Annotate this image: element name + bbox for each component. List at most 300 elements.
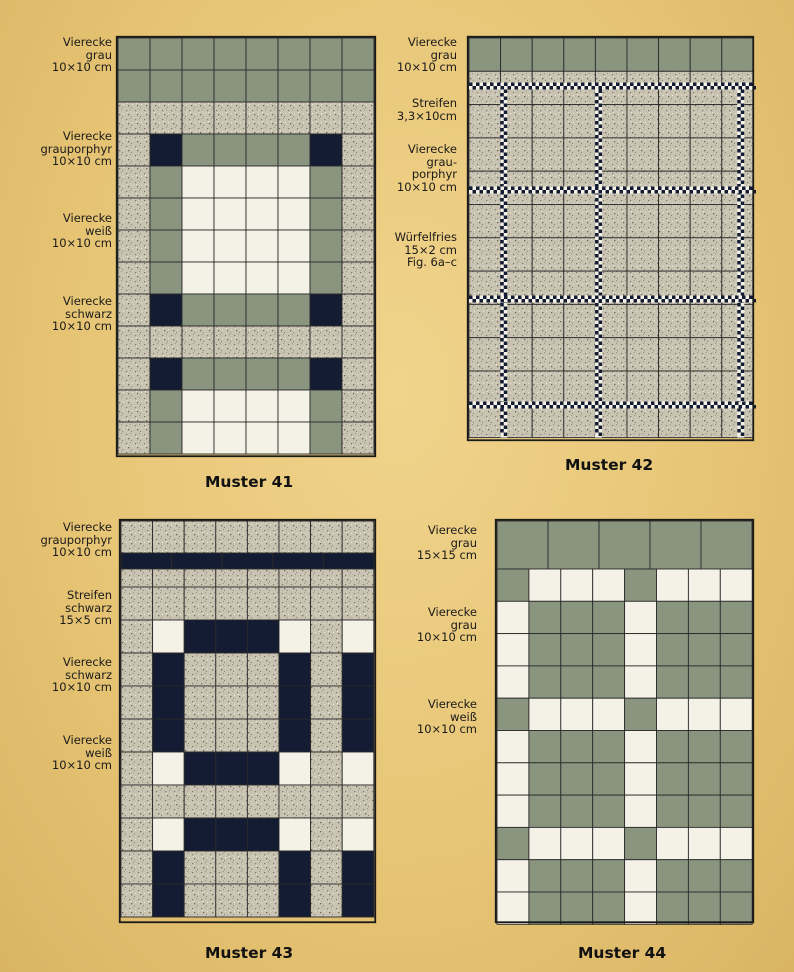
fries-dot — [728, 83, 732, 87]
tile — [532, 105, 564, 138]
fries-dot — [648, 405, 652, 409]
fries-dot — [741, 216, 745, 220]
fries-dot — [595, 170, 599, 174]
fries-dot — [567, 83, 571, 87]
fries-dot — [693, 83, 697, 87]
tile — [247, 884, 279, 917]
fries-dot — [658, 296, 662, 300]
fries-dot — [592, 86, 596, 90]
fries-dot — [574, 296, 578, 300]
fries-dot — [651, 402, 655, 406]
fries-dot — [522, 405, 526, 409]
tile — [561, 666, 593, 698]
fries-dot — [683, 299, 687, 303]
fries-dot — [669, 405, 673, 409]
fries-dot — [741, 328, 745, 332]
streifen-schwarz — [172, 553, 223, 569]
fries-dot — [741, 90, 745, 94]
fries-dot — [595, 303, 599, 307]
tile — [311, 851, 343, 884]
tile — [311, 818, 343, 851]
fries-dot — [630, 83, 634, 87]
fries-dot — [711, 299, 715, 303]
fries-dot — [500, 135, 504, 139]
fries-dot — [741, 342, 745, 346]
fries-dot — [504, 279, 508, 283]
tile — [246, 230, 278, 262]
tile — [153, 752, 185, 785]
fries-dot — [504, 412, 508, 416]
fries-dot — [627, 190, 631, 194]
tile — [118, 166, 150, 198]
fries-dot — [711, 405, 715, 409]
fries-dot — [490, 402, 494, 406]
fries-dot — [648, 86, 652, 90]
tile — [497, 569, 529, 601]
label-line: 15×5 cm — [59, 613, 112, 627]
fries-dot — [690, 86, 694, 90]
fries-dot — [581, 83, 585, 87]
fries-dot — [749, 83, 753, 87]
fries-dot — [737, 107, 741, 111]
fries-dot — [679, 187, 683, 191]
fries-dot — [655, 190, 659, 194]
tile — [247, 851, 279, 884]
fries-dot — [741, 174, 745, 178]
fries-dot — [490, 187, 494, 191]
fries-dot — [641, 86, 645, 90]
tile — [150, 38, 182, 70]
fries-dot — [504, 296, 508, 300]
fries-dot — [592, 190, 596, 194]
fries-dot — [741, 104, 745, 108]
fries-dot — [500, 142, 504, 146]
tile — [529, 698, 561, 730]
label-line: Vierecke — [62, 733, 112, 747]
fries-dot — [737, 352, 741, 356]
tile — [216, 620, 248, 653]
fries-dot — [630, 296, 634, 300]
label-line: grau — [450, 535, 477, 550]
fries-dot — [599, 209, 603, 213]
fries-dot — [504, 83, 508, 87]
fries-dot — [741, 132, 745, 136]
fries-dot — [595, 338, 599, 342]
fries-dot — [500, 310, 504, 314]
fries-dot — [599, 349, 603, 353]
fries-dot — [546, 402, 550, 406]
tile — [564, 138, 596, 171]
fries-dot — [500, 212, 504, 216]
tile — [720, 860, 752, 892]
fries-dot — [504, 97, 508, 101]
fries-dot — [536, 190, 540, 194]
fries-dot — [487, 190, 491, 194]
label-line: 10×10 cm — [396, 179, 457, 194]
fries-dot — [697, 299, 701, 303]
tile — [150, 134, 182, 166]
fries-dot — [588, 83, 592, 87]
tile — [310, 326, 342, 358]
fries-dot — [737, 408, 741, 412]
tile — [659, 304, 691, 337]
tile-15 — [701, 521, 752, 569]
tile — [497, 731, 529, 763]
fries-dot — [504, 146, 508, 150]
fries-dot — [564, 299, 568, 303]
fries-dot — [599, 391, 603, 395]
tile — [184, 818, 216, 851]
tile — [564, 38, 596, 71]
tile — [561, 634, 593, 666]
fries-dot — [585, 299, 589, 303]
tile — [469, 38, 501, 71]
tile — [657, 827, 689, 859]
tile — [153, 851, 185, 884]
fries-dot — [737, 135, 741, 139]
fries-dot — [595, 240, 599, 244]
tile — [150, 390, 182, 422]
fries-dot — [595, 198, 599, 202]
fries-dot — [662, 86, 666, 90]
fries-dot — [500, 317, 504, 321]
fries-dot — [606, 190, 610, 194]
fries-dot — [599, 412, 603, 416]
tile — [216, 719, 248, 752]
fries-dot — [595, 282, 599, 286]
tile — [153, 521, 185, 554]
fries-dot — [560, 296, 564, 300]
fries-dot — [536, 86, 540, 90]
fries-dot — [599, 118, 603, 122]
fries-dot — [735, 83, 739, 87]
fries-dot — [504, 398, 508, 402]
fries-dot — [504, 335, 508, 339]
fries-dot — [599, 174, 603, 178]
tile — [278, 166, 310, 198]
fries-dot — [609, 402, 613, 406]
fries-dot — [546, 83, 550, 87]
fries-dot — [557, 190, 561, 194]
fries-dot — [511, 83, 515, 87]
tile — [625, 698, 657, 730]
fries-dot — [476, 402, 480, 406]
tile — [627, 404, 659, 437]
tile — [184, 785, 216, 818]
fries-dot — [504, 286, 508, 290]
fries-dot — [504, 223, 508, 227]
muster42-label-wuerfelfries — [395, 231, 457, 269]
tile — [247, 521, 279, 554]
fries-dot — [504, 402, 508, 406]
fries-dot — [741, 251, 745, 255]
tile-15 — [599, 521, 650, 569]
tile — [720, 698, 752, 730]
tile — [216, 653, 248, 686]
fries-dot — [595, 142, 599, 146]
fries-dot — [662, 190, 666, 194]
tile — [214, 358, 246, 390]
tile — [182, 102, 214, 134]
tile — [501, 38, 533, 71]
fries-dot — [595, 254, 599, 258]
fries-dot — [504, 293, 508, 297]
fries-dot — [630, 187, 634, 191]
fries-dot — [522, 299, 526, 303]
fries-dot — [500, 289, 504, 293]
tile — [278, 294, 310, 326]
fries-dot — [599, 132, 603, 136]
tile — [278, 422, 310, 454]
fries-dot — [504, 314, 508, 318]
tile — [690, 304, 722, 337]
tile — [150, 422, 182, 454]
fries-dot — [599, 251, 603, 255]
tile — [469, 371, 501, 404]
fries-dot — [599, 321, 603, 325]
tile — [497, 634, 529, 666]
fries-dot — [725, 86, 729, 90]
tile — [342, 358, 374, 390]
fries-dot — [500, 268, 504, 272]
fries-dot — [595, 177, 599, 181]
fries-dot — [595, 317, 599, 321]
fries-dot — [741, 391, 745, 395]
tile — [118, 70, 150, 102]
tile — [278, 326, 310, 358]
label-line: 10×10 cm — [51, 319, 112, 333]
fries-dot — [732, 86, 736, 90]
fries-dot — [497, 296, 501, 300]
fries-dot — [741, 202, 745, 206]
tile — [720, 666, 752, 698]
tile — [469, 205, 501, 238]
tile — [118, 294, 150, 326]
fries-dot — [494, 299, 498, 303]
muster42-label-streifen — [397, 97, 457, 122]
tile — [342, 653, 374, 686]
fries-dot — [595, 394, 599, 398]
fries-dot — [721, 402, 725, 406]
fries-dot — [737, 177, 741, 181]
fries-dot — [595, 324, 599, 328]
streifen-schwarz — [121, 553, 172, 569]
fries-dot — [500, 233, 504, 237]
fries-dot — [741, 314, 745, 318]
fries-dot — [571, 299, 575, 303]
label-line: Streifen — [412, 96, 457, 110]
fries-dot — [741, 167, 745, 171]
tile — [150, 198, 182, 230]
fries-dot — [599, 328, 603, 332]
tile — [246, 134, 278, 166]
tile — [627, 338, 659, 371]
fries-dot — [504, 244, 508, 248]
tile — [118, 102, 150, 134]
tile — [657, 763, 689, 795]
fries-dot — [532, 83, 536, 87]
fries-dot — [665, 296, 669, 300]
fries-dot — [599, 139, 603, 143]
tile — [118, 262, 150, 294]
fries-dot — [737, 205, 741, 209]
fries-dot — [595, 268, 599, 272]
fries-dot — [500, 422, 504, 426]
label-line: grau — [430, 47, 457, 62]
fries-dot — [500, 373, 504, 377]
fries-dot — [599, 125, 603, 129]
fries-dot — [476, 187, 480, 191]
tile — [150, 262, 182, 294]
tile — [657, 892, 689, 924]
fries-dot — [599, 146, 603, 150]
tile — [690, 38, 722, 71]
fries-dot — [741, 237, 745, 241]
fries-dot — [595, 247, 599, 251]
fries-dot — [595, 114, 599, 118]
fries-dot — [480, 86, 484, 90]
fries-dot — [581, 402, 585, 406]
tile — [469, 238, 501, 271]
fries-dot — [739, 86, 743, 90]
fries-dot — [567, 402, 571, 406]
fries-dot — [473, 86, 477, 90]
fries-dot — [500, 198, 504, 202]
tile — [150, 326, 182, 358]
fries-dot — [683, 405, 687, 409]
tile — [561, 731, 593, 763]
tile — [659, 105, 691, 138]
fries-dot — [560, 187, 564, 191]
tile — [121, 620, 153, 653]
fries-dot — [599, 167, 603, 171]
fries-dot — [560, 83, 564, 87]
tile — [214, 134, 246, 166]
fries-dot — [500, 387, 504, 391]
label-line: 15×15 cm — [416, 548, 477, 562]
fries-dot — [613, 190, 617, 194]
fries-dot — [494, 405, 498, 409]
tile — [279, 653, 311, 686]
fries-dot — [599, 97, 603, 101]
tile — [311, 752, 343, 785]
fries-dot — [742, 187, 746, 191]
streifen-schwarz — [273, 553, 324, 569]
label-line: 10×10 cm — [51, 758, 112, 772]
tile — [657, 569, 689, 601]
tile — [342, 620, 374, 653]
tile — [184, 620, 216, 653]
fries-dot — [644, 83, 648, 87]
tile — [247, 719, 279, 752]
tile — [246, 358, 278, 390]
fries-dot — [497, 83, 501, 87]
fries-dot — [686, 296, 690, 300]
fries-dot — [504, 202, 508, 206]
fries-dot — [634, 86, 638, 90]
fries-dot — [741, 111, 745, 115]
fries-dot — [595, 212, 599, 216]
fries-dot — [571, 405, 575, 409]
fries-dot — [539, 402, 543, 406]
fries-dot — [623, 83, 627, 87]
tile — [625, 601, 657, 633]
fries-dot — [741, 321, 745, 325]
tile — [150, 102, 182, 134]
fries-dot — [641, 190, 645, 194]
tile — [214, 422, 246, 454]
fries-dot — [504, 328, 508, 332]
tile — [625, 860, 657, 892]
tile — [659, 238, 691, 271]
fries-dot — [508, 86, 512, 90]
fries-dot — [522, 190, 526, 194]
fries-dot — [504, 307, 508, 311]
tile — [564, 205, 596, 238]
tile — [529, 892, 561, 924]
fries-dot — [669, 299, 673, 303]
fries-dot — [746, 405, 750, 409]
tile-15 — [548, 521, 599, 569]
tile — [214, 326, 246, 358]
fries-dot — [560, 402, 564, 406]
fries-dot — [651, 187, 655, 191]
fries-dot — [511, 402, 515, 406]
fries-dot — [504, 237, 508, 241]
fries-dot — [571, 190, 575, 194]
fries-dot — [700, 83, 704, 87]
tile — [118, 422, 150, 454]
fries-dot — [737, 373, 741, 377]
fries-dot — [550, 86, 554, 90]
fries-dot — [620, 190, 624, 194]
fries-dot — [504, 384, 508, 388]
fries-dot — [529, 190, 533, 194]
tile — [497, 601, 529, 633]
tile — [564, 338, 596, 371]
fries-dot — [737, 219, 741, 223]
tile — [657, 666, 689, 698]
tile — [690, 371, 722, 404]
fries-dot — [500, 114, 504, 118]
tile — [118, 198, 150, 230]
fries-dot — [676, 190, 680, 194]
muster44-caption: Muster 44 — [578, 944, 667, 962]
fries-dot — [634, 405, 638, 409]
fries-dot — [567, 187, 571, 191]
fries-dot — [500, 205, 504, 209]
muster43-label-schwarz — [52, 656, 112, 694]
fries-dot — [595, 83, 599, 87]
tile — [593, 860, 625, 892]
tile — [216, 521, 248, 554]
tile — [625, 731, 657, 763]
fries-dot — [469, 83, 473, 87]
tile — [342, 785, 374, 818]
fries-dot — [500, 338, 504, 342]
label-line: 10×10 cm — [51, 154, 112, 168]
fries-dot — [749, 402, 753, 406]
fries-dot — [693, 402, 697, 406]
fries-dot — [672, 187, 676, 191]
fries-dot — [539, 83, 543, 87]
tile — [278, 262, 310, 294]
muster42-tile-pattern — [467, 36, 754, 441]
tile — [150, 166, 182, 198]
fries-dot — [525, 296, 529, 300]
fries-dot — [599, 237, 603, 241]
tile — [625, 892, 657, 924]
